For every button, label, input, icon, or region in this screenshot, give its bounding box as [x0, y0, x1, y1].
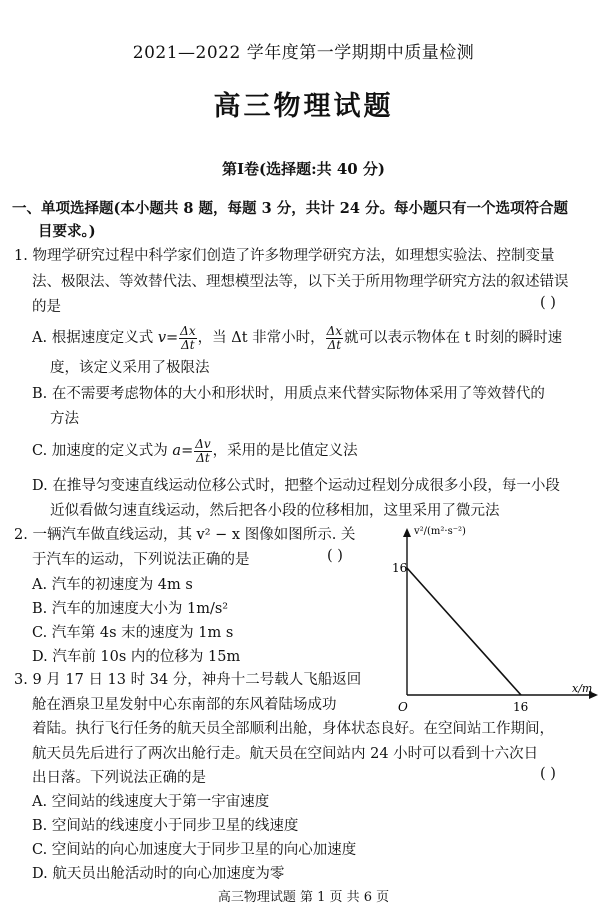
q2-stem-line1: 2. 一辆汽车做直线运动，其 v² − x 图像如图所示. 关 — [14, 527, 356, 543]
q1-stem-line1: 1. 物理学研究过程中科学家们创造了许多物理学研究方法，如理想实验法、控制变量 — [14, 248, 555, 264]
q1-a-frac2-num: Δx — [326, 323, 343, 338]
q1-option-c — [32, 436, 358, 466]
q1-stem-line3: 的是 — [32, 299, 61, 315]
q3-stem-line4: 航天员先后进行了两次出舱行走。航天员在空间站内 24 小时可以看到十六次日 — [32, 746, 539, 762]
section-heading-line1: 一、单项选择题(本小题共 8 题，每题 3 分，共计 24 分。每小题只有一个选项符合题 — [12, 200, 569, 217]
q1-a-post: 就可以表示物体在 t 时刻的瞬时速 — [344, 330, 563, 346]
q1-a-frac-num: Δx — [180, 323, 196, 338]
q3-stem-line3: 着陆。执行飞行任务的航天员全部顺利出舱，身体状态良好。在空间站工作期间， — [32, 721, 554, 737]
q2-option-c: C. 汽车第 4s 末的速度为 1m s — [32, 625, 234, 641]
q3-stem-line2: 舱在酒泉卫星发射中心东南部的东风着陆场成功 — [32, 697, 337, 713]
q1-c-a: a — [172, 443, 182, 459]
origin-label: O — [398, 700, 408, 714]
q1-c-prefix: C. 加速度的定义式为 — [32, 443, 173, 459]
q1-a-fraction — [179, 325, 196, 352]
q3-answer-paren: ( ) — [540, 766, 556, 782]
q1-c-frac-num: Δv — [195, 436, 211, 451]
q1-a-v: v — [157, 330, 167, 346]
q2-option-a: A. 汽车的初速度为 4m s — [32, 577, 193, 593]
q2-answer-paren: ( ) — [327, 548, 343, 564]
q1-a-frac-den: Δt — [181, 337, 195, 352]
q3-option-b: B. 空间站的线速度小于同步卫星的线速度 — [32, 818, 299, 834]
q1-option-d-line1: D. 在推导匀变速直线运动位移公式时，把整个运动过程划分成很多小段，每一小段 — [32, 478, 560, 494]
x-axis-label: x/m — [572, 682, 593, 695]
q1-c-frac-den: Δt — [196, 450, 210, 465]
v2-x-graph — [378, 520, 607, 720]
section-heading-line2: 目要求。) — [38, 223, 96, 240]
q1-c-eq: = — [181, 443, 194, 459]
q1-a-eq: = — [166, 330, 179, 346]
q2-option-b: B. 汽车的加速度大小为 1m/s² — [32, 601, 229, 617]
q1-a-prefix: A. 根据速度定义式 — [32, 330, 158, 346]
q1-a-mid: ，当 Δt 非常小时， — [197, 330, 325, 346]
q1-option-b-line1: B. 在不需要考虑物体的大小和形状时，用质点来代替实际物体采用了等效替代的 — [32, 386, 545, 402]
q1-a-fraction2 — [326, 325, 343, 352]
q1-option-b-line2: 方法 — [50, 411, 79, 427]
q1-c-post: ，采用的是比值定义法 — [212, 443, 358, 459]
x-tick-label: 16 — [513, 700, 529, 714]
q1-option-d-line2: 近似看做匀速直线运动，然后把各小段的位移相加，这里采用了微元法 — [50, 503, 500, 519]
q1-option-a-line2: 度，该定义采用了极限法 — [50, 360, 210, 376]
q3-option-d: D. 航天员出舱活动时的向心加速度为零 — [32, 866, 285, 882]
q3-option-c: C. 空间站的向心加速度大于同步卫星的向心加速度 — [32, 842, 357, 858]
q1-c-fraction — [194, 438, 211, 465]
q1-stem-line2: 法、极限法、等效替代法、理想模型法等，以下关于所用物理学研究方法的叙述错误 — [32, 274, 569, 290]
y-tick-label: 16 — [392, 561, 408, 575]
part-title: 第Ⅰ卷(选择题:共 40 分) — [221, 160, 386, 178]
exam-header: 2021—2022 学年度第一学期期中质量检测 — [132, 43, 475, 63]
q1-answer-paren: ( ) — [540, 295, 556, 311]
page-footer: 高三物理试题 第 1 页 共 6 页 — [217, 890, 390, 905]
q2-stem-line2: 于汽车的运动，下列说法正确的是 — [32, 552, 250, 568]
page-title: 高三物理试题 — [213, 91, 394, 122]
q3-stem-line1: 3. 9 月 17 日 13 时 34 分，神舟十二号载人飞船返回 — [14, 672, 362, 688]
q1-a-frac2-den: Δt — [327, 337, 342, 352]
q3-option-a: A. 空间站的线速度大于第一宇宙速度 — [32, 794, 270, 810]
q1-option-a-line1 — [32, 323, 562, 353]
data-line — [407, 568, 521, 695]
y-axis-arrow — [403, 528, 411, 537]
y-axis-label: v²/(m²·s⁻²) — [414, 526, 466, 537]
q3-stem-line5: 出日落。下列说法正确的是 — [32, 770, 206, 786]
q2-option-d: D. 汽车前 10s 内的位移为 15m — [32, 649, 241, 665]
